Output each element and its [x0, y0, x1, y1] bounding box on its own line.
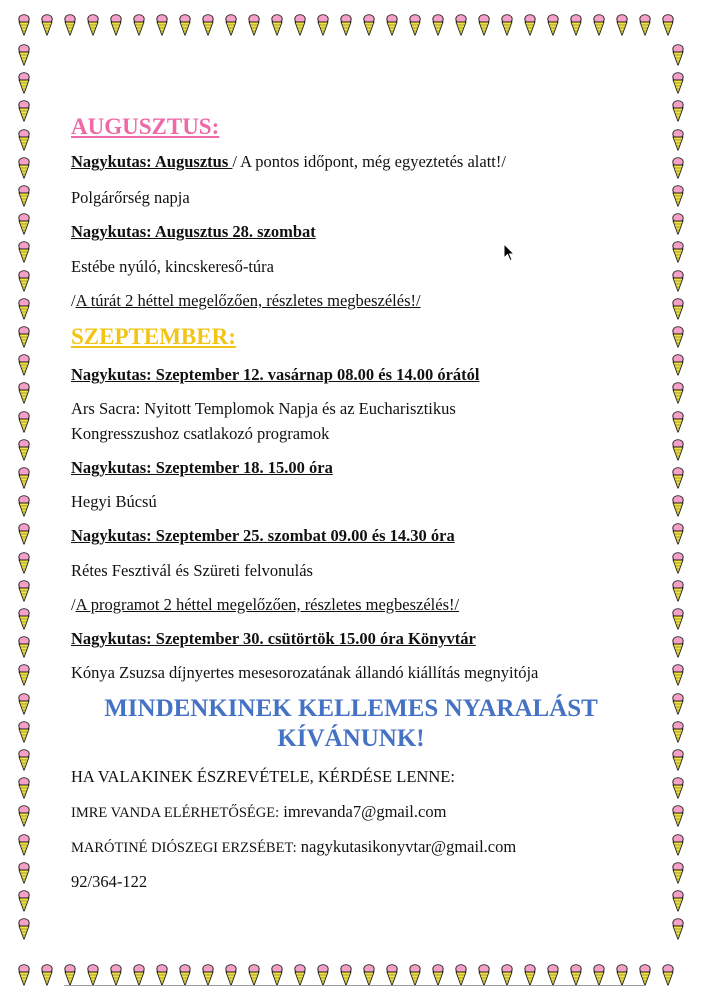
ice-cream-cone-icon: [18, 608, 30, 630]
ice-cream-cone-icon: [18, 552, 30, 574]
ice-cream-cone-icon: [18, 636, 30, 658]
ice-cream-cone-icon: [672, 354, 684, 376]
september-event-2-title: Nagykutas: Szeptember 18. 15.00 óra: [71, 458, 333, 477]
ice-cream-cone-icon: [672, 805, 684, 827]
ice-cream-cone-icon: [672, 326, 684, 348]
contact-person-1-email: imrevanda7@gmail.com: [283, 802, 447, 821]
ice-cream-cone-icon: [18, 326, 30, 348]
ice-cream-cone-icon: [593, 14, 605, 36]
ice-cream-cone-icon: [18, 270, 30, 292]
ice-cream-cone-icon: [501, 14, 513, 36]
ice-cream-cone-icon: [133, 964, 145, 986]
ice-cream-cone-icon: [202, 14, 214, 36]
august-event-2-title: Nagykutas: Augusztus 28. szombat: [71, 222, 316, 241]
ice-cream-cone-icon: [18, 185, 30, 207]
ice-cream-cone-icon: [294, 964, 306, 986]
ice-cream-cone-icon: [386, 14, 398, 36]
ice-cream-cone-icon: [340, 964, 352, 986]
august-event-2-note: [71, 291, 421, 311]
ice-cream-cone-icon: [363, 964, 375, 986]
ice-cream-cone-icon: [317, 14, 329, 36]
ice-cream-cone-icon: [64, 964, 76, 986]
ice-cream-cone-icon: [156, 14, 168, 36]
ice-cream-cone-icon: [18, 495, 30, 517]
ice-cream-cone-icon: [18, 213, 30, 235]
september-event-2-desc: Hegyi Búcsú: [71, 492, 157, 511]
closing-line-1: MINDENKINEK KELLEMES NYARALÁST: [104, 695, 598, 722]
ice-cream-cone-icon: [41, 964, 53, 986]
ice-cream-cone-icon: [18, 100, 30, 122]
ice-cream-cone-icon: [672, 495, 684, 517]
ice-cream-cone-icon: [672, 523, 684, 545]
ice-cream-cone-icon: [87, 964, 99, 986]
ice-cream-cone-icon: [672, 382, 684, 404]
ice-cream-cone-icon: [672, 580, 684, 602]
august-event-1: [71, 152, 506, 172]
september-event-1-title: Nagykutas: Szeptember 12. vasárnap 08.00 és 14.00 órától: [71, 365, 480, 384]
ice-cream-cone-icon: [672, 157, 684, 179]
ice-cream-cone-icon: [18, 777, 30, 799]
ice-cream-cone-icon: [110, 964, 122, 986]
contact-person-2-email: nagykutasikonyvtar@gmail.com: [300, 837, 517, 856]
contact-person-2: [71, 837, 516, 857]
ice-cream-cone-icon: [225, 964, 237, 986]
ice-cream-cone-icon: [672, 552, 684, 574]
ice-cream-cone-icon: [18, 918, 30, 940]
september-event-3-desc: Rétes Fesztivál és Szüreti felvonulás: [71, 561, 313, 580]
ice-cream-cone-icon: [18, 834, 30, 856]
september-event-3-note-prefix: /: [71, 595, 76, 614]
september-event-1-desc-line-1: Ars Sacra: Nyitott Templomok Napja és az Eucharisztikus: [71, 399, 456, 418]
ice-cream-cone-icon: [317, 964, 329, 986]
ice-cream-cone-icon: [672, 298, 684, 320]
mouse-cursor-icon: [503, 243, 515, 262]
ice-cream-cone-icon: [18, 862, 30, 884]
ice-cream-cone-icon: [478, 964, 490, 986]
ice-cream-cone-icon: [18, 805, 30, 827]
ice-cream-cone-icon: [64, 14, 76, 36]
september-event-4-title: Nagykutas: Szeptember 30. csütörtök 15.00 óra Könyvtár: [71, 629, 476, 648]
ice-cream-cone-icon: [662, 964, 674, 986]
ice-cream-cone-icon: [672, 636, 684, 658]
ice-cream-cone-icon: [18, 693, 30, 715]
ice-cream-cone-icon: [386, 964, 398, 986]
ice-cream-cone-icon: [672, 185, 684, 207]
ice-cream-cone-icon: [662, 14, 674, 36]
september-event-3-note-text: A programot 2 héttel megelőzően, részletes megbeszélés!/: [75, 595, 460, 614]
august-event-2-desc: Estébe nyúló, kincskereső-túra: [71, 257, 274, 276]
contact-person-2-label: MARÓTINÉ DIÓSZEGI ERZSÉBET:: [71, 840, 297, 856]
ice-cream-cone-icon: [672, 241, 684, 263]
august-event-1-title: Nagykutas: Augusztus: [71, 152, 233, 171]
ice-cream-cone-icon: [616, 14, 628, 36]
ice-cream-cone-icon: [672, 749, 684, 771]
ice-cream-cone-icon: [672, 608, 684, 630]
ice-cream-cone-icon: [672, 213, 684, 235]
ice-cream-cone-icon: [18, 749, 30, 771]
ice-cream-cone-icon: [18, 890, 30, 912]
ice-cream-cone-icon: [639, 964, 651, 986]
ice-cream-cone-icon: [455, 14, 467, 36]
ice-cream-cone-icon: [18, 44, 30, 66]
ice-cream-cone-icon: [672, 411, 684, 433]
ice-cream-cone-icon: [570, 14, 582, 36]
ice-cream-cone-icon: [524, 964, 536, 986]
ice-cream-cone-icon: [18, 72, 30, 94]
ice-cream-cone-icon: [409, 14, 421, 36]
closing-line-2: KÍVÁNUNK!: [277, 725, 425, 752]
ice-cream-cone-icon: [18, 439, 30, 461]
ice-cream-cone-icon: [294, 14, 306, 36]
august-event-2-note-prefix: /: [71, 291, 76, 310]
august-event-2-note-text: A túrát 2 héttel megelőzően, részletes megbeszélés!/: [75, 291, 421, 310]
ice-cream-cone-icon: [672, 467, 684, 489]
ice-cream-cone-icon: [570, 964, 582, 986]
ice-cream-cone-icon: [179, 14, 191, 36]
ice-cream-cone-icon: [672, 100, 684, 122]
ice-cream-cone-icon: [672, 44, 684, 66]
ice-cream-cone-icon: [672, 862, 684, 884]
ice-cream-cone-icon: [478, 14, 490, 36]
ice-cream-cone-icon: [672, 72, 684, 94]
contact-intro: HA VALAKINEK ÉSZREVÉTELE, KÉRDÉSE LENNE:: [71, 767, 455, 786]
september-heading: SZEPTEMBER:: [71, 324, 236, 349]
ice-cream-cone-icon: [501, 964, 513, 986]
ice-cream-cone-icon: [547, 964, 559, 986]
ice-cream-cone-icon: [639, 14, 651, 36]
ice-cream-cone-icon: [363, 14, 375, 36]
ice-cream-cone-icon: [271, 964, 283, 986]
contact-person-1-label: IMRE VANDA ELÉRHETŐSÉGE:: [71, 805, 280, 821]
ice-cream-cone-icon: [87, 14, 99, 36]
september-event-4-desc: Kónya Zsuzsa díjnyertes mesesorozatának állandó kiállítás megnyitója: [71, 663, 539, 682]
august-heading: AUGUSZTUS:: [71, 114, 220, 139]
bottom-rule: [64, 985, 644, 986]
ice-cream-cone-icon: [179, 964, 191, 986]
ice-cream-cone-icon: [593, 964, 605, 986]
ice-cream-cone-icon: [18, 523, 30, 545]
ice-cream-cone-icon: [248, 14, 260, 36]
september-event-3-note: [71, 595, 459, 615]
ice-cream-cone-icon: [672, 129, 684, 151]
ice-cream-cone-icon: [340, 14, 352, 36]
ice-cream-cone-icon: [18, 580, 30, 602]
ice-cream-cone-icon: [133, 14, 145, 36]
ice-cream-cone-icon: [409, 964, 421, 986]
august-event-1-desc: Polgárőrség napja: [71, 188, 190, 207]
ice-cream-cone-icon: [248, 964, 260, 986]
ice-cream-cone-icon: [432, 14, 444, 36]
ice-cream-cone-icon: [41, 14, 53, 36]
ice-cream-cone-icon: [18, 14, 30, 36]
ice-cream-cone-icon: [18, 298, 30, 320]
ice-cream-cone-icon: [18, 382, 30, 404]
ice-cream-cone-icon: [547, 14, 559, 36]
ice-cream-cone-icon: [18, 964, 30, 986]
ice-cream-cone-icon: [524, 14, 536, 36]
ice-cream-cone-icon: [672, 270, 684, 292]
ice-cream-cone-icon: [455, 964, 467, 986]
august-event-1-note: / A pontos időpont, még egyeztetés alatt!/: [232, 152, 506, 171]
ice-cream-cone-icon: [18, 721, 30, 743]
ice-cream-cone-icon: [672, 693, 684, 715]
ice-cream-cone-icon: [18, 664, 30, 686]
ice-cream-cone-icon: [18, 354, 30, 376]
september-event-3-title: Nagykutas: Szeptember 25. szombat 09.00 és 14.30 óra: [71, 526, 455, 545]
ice-cream-cone-icon: [225, 14, 237, 36]
contact-person-1: [71, 802, 446, 822]
ice-cream-cone-icon: [672, 918, 684, 940]
ice-cream-cone-icon: [616, 964, 628, 986]
ice-cream-cone-icon: [672, 890, 684, 912]
ice-cream-cone-icon: [18, 467, 30, 489]
contact-phone: 92/364-122: [71, 872, 148, 891]
ice-cream-cone-icon: [18, 157, 30, 179]
ice-cream-cone-icon: [202, 964, 214, 986]
ice-cream-cone-icon: [672, 721, 684, 743]
september-event-1-desc-line-2: Kongresszushoz csatlakozó programok: [71, 424, 330, 443]
ice-cream-cone-icon: [110, 14, 122, 36]
ice-cream-cone-icon: [432, 964, 444, 986]
ice-cream-cone-icon: [672, 439, 684, 461]
ice-cream-cone-icon: [156, 964, 168, 986]
ice-cream-cone-icon: [271, 14, 283, 36]
ice-cream-cone-icon: [18, 411, 30, 433]
ice-cream-cone-icon: [18, 241, 30, 263]
ice-cream-cone-icon: [672, 664, 684, 686]
ice-cream-cone-icon: [672, 777, 684, 799]
ice-cream-cone-icon: [672, 834, 684, 856]
ice-cream-cone-icon: [18, 129, 30, 151]
